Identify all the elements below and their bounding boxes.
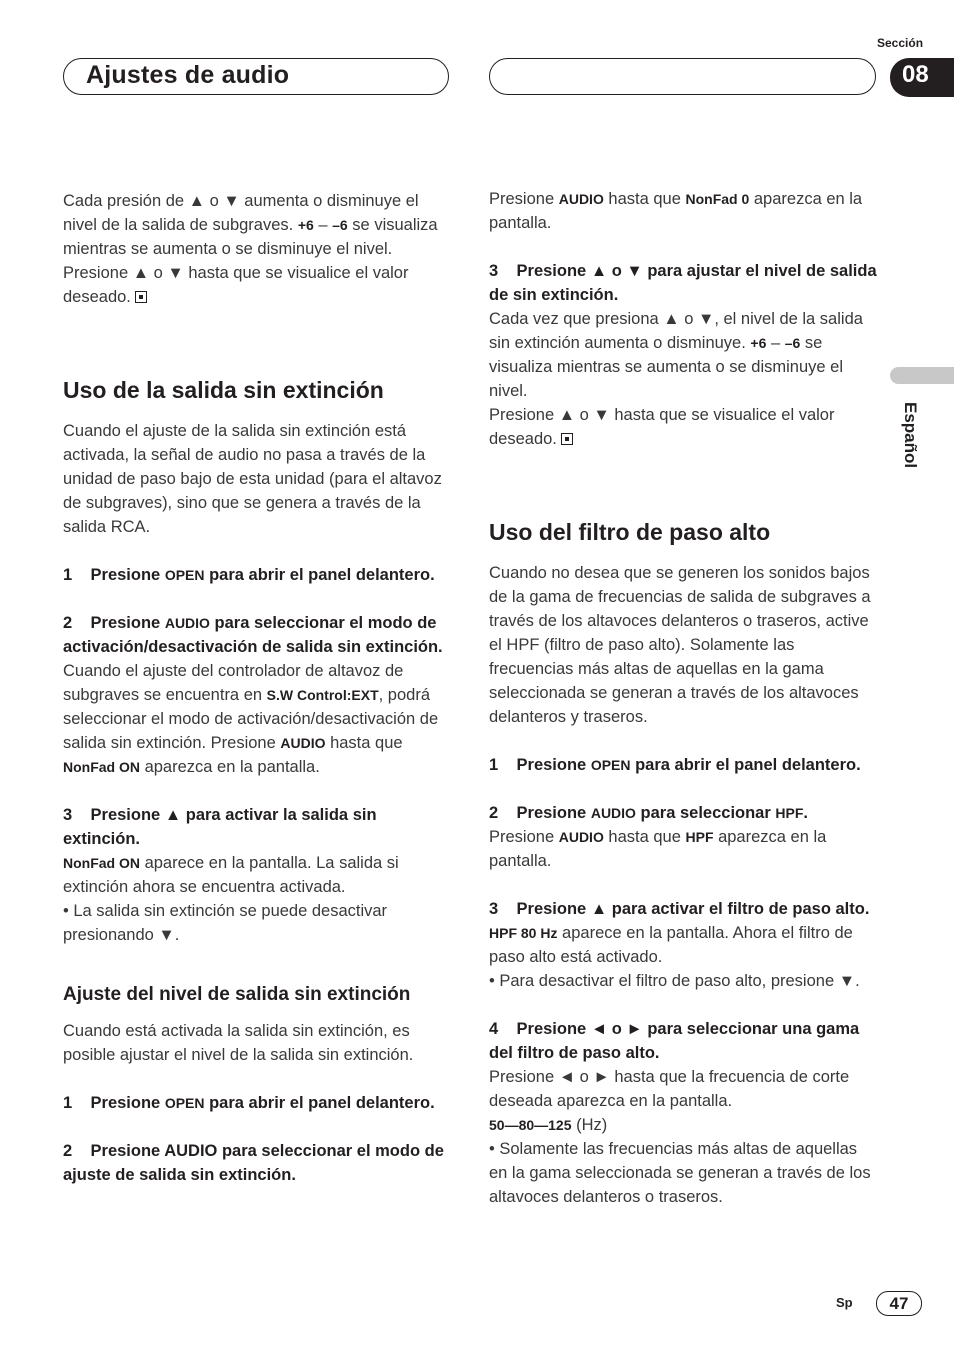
hpf-step-2: 2 Presione AUDIO para seleccionar HPF. bbox=[489, 804, 808, 822]
intro-paragraph: Cada presión de ▲ o ▼ aumenta o disminuye el nivel de la salida de subgraves. +6 – –6 se visualiza mientras se aumenta o se disminuye el nivel. bbox=[63, 192, 438, 258]
hpf-step-4: 4 Presione ◄ o ► para seleccionar una gama del filtro de paso alto. bbox=[489, 1020, 860, 1062]
hpf-step-1: 1 Presione OPEN para abrir el panel delantero. bbox=[489, 756, 861, 774]
hpf-step-3-body: HPF 80 Hz aparece en la pantalla. Ahora el filtro de paso alto está activado. bbox=[489, 924, 853, 966]
up-arrow-icon: ▲ bbox=[590, 900, 608, 918]
hpf-step-2-body: Presione AUDIO hasta que HPF aparezca en la pantalla. bbox=[489, 828, 827, 870]
page-number: 47 bbox=[876, 1291, 922, 1316]
left-column bbox=[63, 189, 453, 1187]
left-arrow-icon: ◄ bbox=[558, 1068, 576, 1086]
step-3-bullet: • La salida sin extinción se puede desactivar presionando ▼. bbox=[63, 902, 388, 944]
down-arrow-icon: ▼ bbox=[593, 406, 610, 424]
level-step-1: 1 Presione OPEN para abrir el panel delantero. bbox=[63, 1094, 435, 1112]
step-2: 2 Presione AUDIO para seleccionar el modo de activación/desactivación de salida sin extinción. bbox=[63, 614, 443, 656]
hpf-description: Cuando no desea que se generen los sonidos bajos de la gama de frecuencias de salida de subgraves a través de los altavoces delanteros o traseros, active el HPF (filtro de paso alto). Solamente las frecuencias más altas de aquellas en la gama seleccionada se generan a través de los altavoces delanteros y traseros. bbox=[489, 564, 871, 726]
up-arrow-icon: ▲ bbox=[590, 262, 608, 280]
down-arrow-icon: ▼ bbox=[626, 262, 643, 280]
hpf-step-4-bullet: • Solamente las frecuencias más altas de aquellas en la gama seleccionada se generan a través de los altavoces delanteros o traseros. bbox=[489, 1140, 871, 1206]
footer-language-code: Sp bbox=[836, 1295, 853, 1310]
right-column bbox=[489, 187, 879, 1209]
intro-paragraph-2: Presione ▲ o ▼ hasta que se visualice el valor deseado. bbox=[63, 264, 409, 306]
header-right-box bbox=[489, 58, 876, 95]
heading-hpf: Uso del filtro de paso alto bbox=[489, 519, 771, 545]
end-mark-icon bbox=[135, 291, 147, 303]
down-arrow-icon: ▼ bbox=[838, 972, 856, 990]
level-step-3-body: Cada vez que presiona ▲ o ▼, el nivel de la salida sin extinción aumenta o disminuye. +6 – –6 se visualiza mientras se aumenta o se disminuye el nivel. bbox=[489, 310, 863, 400]
section-number: 08 bbox=[890, 58, 954, 97]
section-label: Sección bbox=[877, 36, 924, 50]
right-arrow-icon: ► bbox=[626, 1020, 643, 1038]
up-arrow-icon: ▲ bbox=[164, 806, 182, 824]
step-1: 1 Presione OPEN para abrir el panel delantero. bbox=[63, 566, 435, 584]
level-step-2-body: Presione AUDIO hasta que NonFad 0 aparezca en la pantalla. bbox=[489, 190, 863, 232]
heading-level: Ajuste del nivel de salida sin extinción bbox=[63, 984, 411, 1005]
left-arrow-icon: ◄ bbox=[590, 1020, 608, 1038]
right-arrow-icon: ► bbox=[593, 1068, 610, 1086]
down-arrow-icon: ▼ bbox=[697, 310, 715, 328]
language-tab-bar bbox=[890, 367, 954, 384]
up-arrow-icon: ▲ bbox=[132, 264, 150, 282]
level-step-2: 2 Presione AUDIO para seleccionar el modo de ajuste de salida sin extinción. bbox=[63, 1142, 444, 1184]
title-box bbox=[63, 58, 449, 95]
down-arrow-icon: ▼ bbox=[158, 926, 175, 944]
up-arrow-icon: ▲ bbox=[188, 192, 206, 210]
down-arrow-icon: ▼ bbox=[167, 264, 184, 282]
level-step-3-body-2: Presione ▲ o ▼ hasta que se visualice el valor deseado. bbox=[489, 406, 835, 448]
hpf-step-3-bullet: • Para desactivar el filtro de paso alto, presione ▼. bbox=[489, 972, 860, 990]
page-title: Ajustes de audio bbox=[86, 61, 290, 89]
nonfade-description: Cuando el ajuste de la salida sin extinción está activada, la señal de audio no pasa a través de la unidad de paso bajo de esta unidad (para el altavoz de subgraves), sino que se genera a través de la salida RCA. bbox=[63, 422, 442, 536]
level-description: Cuando está activada la salida sin extinción, es posible ajustar el nivel de la salida sin extinción. bbox=[63, 1022, 414, 1064]
hpf-step-4-body: Presione ◄ o ► hasta que la frecuencia de corte deseada aparezca en la pantalla. bbox=[489, 1068, 850, 1110]
down-arrow-icon: ▼ bbox=[223, 192, 240, 210]
step-3: 3 Presione ▲ para activar la salida sin extinción. bbox=[63, 806, 377, 848]
hpf-step-3: 3 Presione ▲ para activar el filtro de paso alto. bbox=[489, 900, 870, 918]
up-arrow-icon: ▲ bbox=[663, 310, 680, 328]
step-2-body: Cuando el ajuste del controlador de altavoz de subgraves se encuentra en S.W Control:EXT, podrá seleccionar el modo de activación/desactivación de salida sin extinción. Presione AUDIO hasta que NonFad ON aparezca en la pantalla. bbox=[63, 662, 439, 776]
step-3-body: NonFad ON aparece en la pantalla. La salida si extinción ahora se encuentra activada. bbox=[63, 854, 399, 896]
heading-nonfade: Uso de la salida sin extinción bbox=[63, 377, 384, 403]
level-step-3: 3 Presione ▲ o ▼ para ajustar el nivel de salida de sin extinción. bbox=[489, 262, 877, 304]
hpf-frequencies: 50—80—125 (Hz) bbox=[489, 1116, 608, 1134]
language-tab-label: Español bbox=[901, 402, 920, 469]
end-mark-icon bbox=[561, 433, 573, 445]
up-arrow-icon: ▲ bbox=[558, 406, 576, 424]
